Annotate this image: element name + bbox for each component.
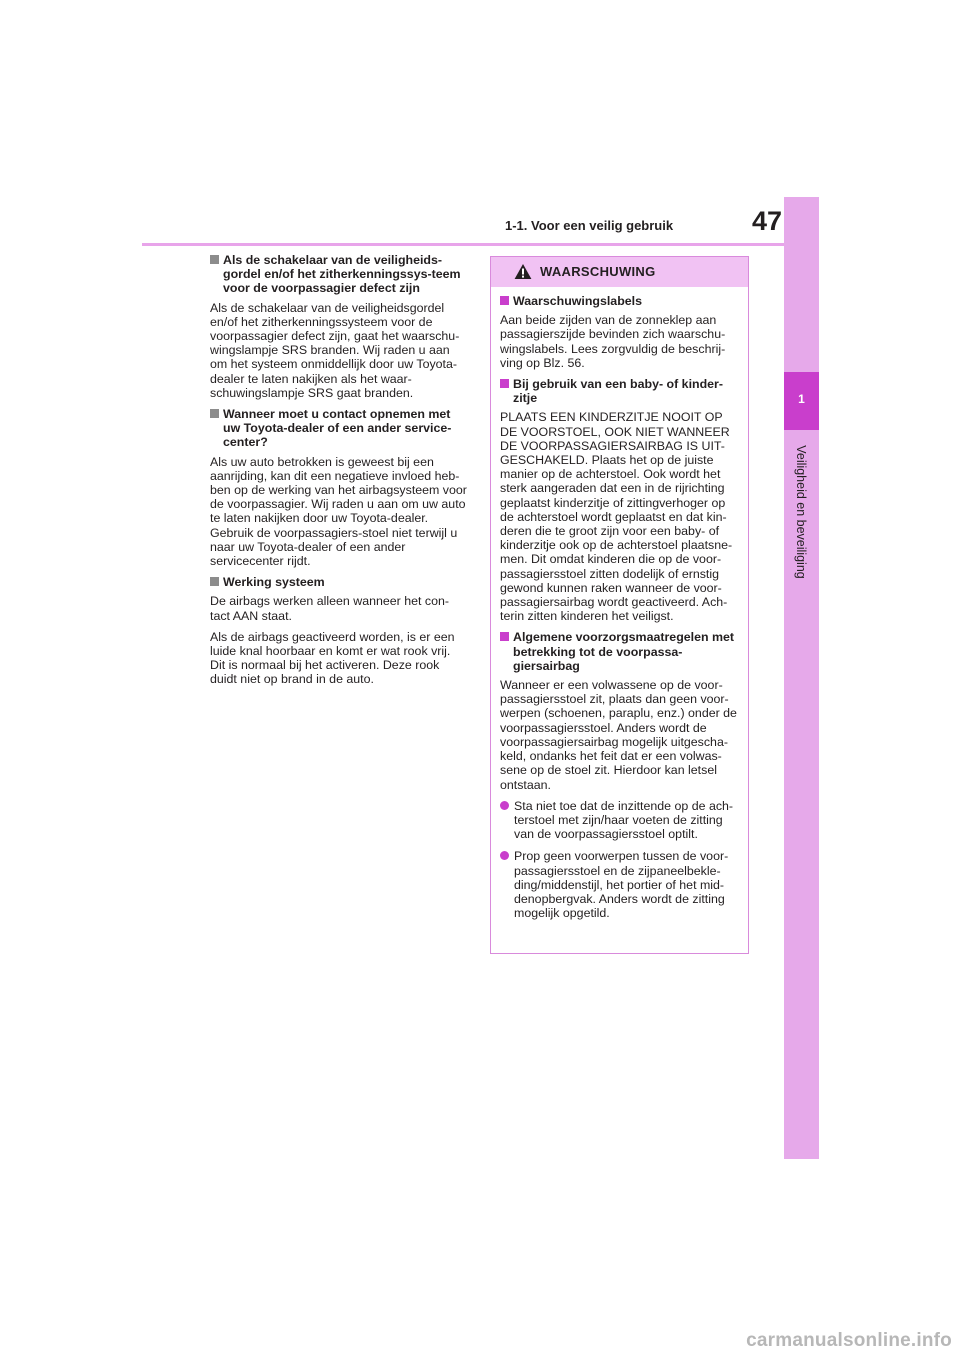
body-paragraph: Aan beide zijden van de zonneklep aan passagierszijde bevinden zich waarschu-wingslabels. Lees zorgvuldig de beschrij-ving op Blz. 56. <box>500 313 726 370</box>
section-heading: Werking systeem <box>210 575 468 589</box>
header-rule <box>142 243 784 246</box>
section-heading: Wanneer moet u contact opnemen met uw Toyota-dealer of een ander service-center? <box>210 407 468 450</box>
square-bullet-icon <box>210 409 219 418</box>
chapter-side-tab[interactable] <box>784 197 819 1159</box>
warning-body <box>491 287 748 920</box>
body-paragraph: Als de airbags geactiveerd worden, is er een luide knal hoorbaar en komt er wat rook vrij. Dit is normaal bij het activeren. Deze rook duidt niet op brand in de auto. <box>210 629 455 687</box>
chapter-number: 1 <box>798 392 805 406</box>
left-section-contact-dealer <box>210 407 468 568</box>
warning-header <box>491 257 748 287</box>
body-paragraph: Wanneer er een volwassene op de voor-passagiersstoel zit, plaats dan geen voor-werpen (schoenen, paraplu, enz.) onder de voorpassagiersstoel. Anders wordt de voorpassagiersairbag mogelijk uitgescha-keld, ondanks het feit dat er een volwas-sene op de stoel zit. Hierdoor kan letsel ontstaan. <box>500 678 737 792</box>
section-heading: Algemene voorzorgsmaatregelen met betrekking tot de voorpassa-giersairbag <box>500 630 740 673</box>
list-item: Sta niet toe dat de inzittende op de ach-terstoel met zijn/haar voeten de zitting van de voorpassagiersstoel optilt. <box>500 799 740 842</box>
section-title: 1-1. Voor een veilig gebruik <box>505 218 674 233</box>
body-paragraph: De airbags werken alleen wanneer het con-tact AAN staat. <box>210 594 450 623</box>
warning-title: WAARSCHUWING <box>540 264 656 279</box>
square-bullet-icon <box>500 632 509 641</box>
square-bullet-icon <box>500 379 509 388</box>
round-bullet-icon <box>500 851 509 860</box>
warning-triangle-icon <box>514 263 532 280</box>
chapter-title: Veiligheid en beveiliging <box>794 445 808 579</box>
square-bullet-icon <box>210 255 219 264</box>
warning-section-labels <box>500 294 740 370</box>
left-section-switch-defect <box>210 253 468 400</box>
watermark: carmanualsonline.info <box>746 1330 952 1351</box>
body-paragraph: Als uw auto betrokken is geweest bij een aanrijding, kan dit een negatieve invloed heb-ben op de werking van het airbagsysteem voor de voorpassagier. Wij raden u aan om uw auto te laten nakijken door uw Toyota-dealer. Gebruik de voorpassagiers-stoel niet terwijl u naar uw Toyota-dealer of een ander servicecenter rijdt. <box>210 454 467 569</box>
warning-section-child-seat <box>500 377 740 623</box>
left-section-system-operation <box>210 575 468 686</box>
section-heading: Waarschuwingslabels <box>500 294 740 308</box>
page-number: 47 <box>751 206 782 236</box>
round-bullet-icon <box>500 801 509 810</box>
warning-box <box>490 256 749 954</box>
square-bullet-icon <box>500 296 509 305</box>
body-paragraph: Als de schakelaar van de veiligheidsgordel en/of het zitherkenningssysteem voor de voorpassagier defect zijn, gaat het waarschu-wingslampje SRS branden. Wij raden u aan om het systeem onmiddellijk door uw Toyota-dealer te laten nakijken als het waar-schuwingslampje SRS gaat branden. <box>210 300 460 400</box>
section-heading: Bij gebruik van een baby- of kinder-zitje <box>500 377 740 405</box>
square-bullet-icon <box>210 577 219 586</box>
body-paragraph: PLAATS EEN KINDERZITJE NOOIT OP DE VOORSTOEL, OOK NIET WANNEER DE VOORPASSAGIERSAIRBAG IS UIT-GESCHAKELD. Plaats het op de juiste manier op de achterstoel. Ook wordt het sterk aangeraden dat een in de rijrichting geplaatst kinderzitje of zittingverhoger op de achterstoel wordt geplaatst en dat kin-deren die te groot zijn voor een baby- of kinderzitje ook op de achterstoel plaatsne-men. Dit omdat kinderen die op de voor-passagiersstoel zitten dodelijk of ernstig gewond kunnen raken wanneer de voor-passagiersairbag wordt geactiveerd. Ach-terin zitten kinderen het veiligst. <box>500 410 733 624</box>
warning-section-general-precautions <box>500 630 740 791</box>
list-item: Prop geen voorwerpen tussen de voor-passagiersstoel en de zijpaneelbekle-ding/middenstijl, het portier of het mid-denopbergvak. Anders wordt de zitting mogelijk opgetild. <box>500 849 740 920</box>
section-heading: Als de schakelaar van de veiligheids-gordel en/of het zitherkenningssys-teem voor de voorpassagier defect zijn <box>210 253 468 296</box>
left-column <box>210 253 468 694</box>
